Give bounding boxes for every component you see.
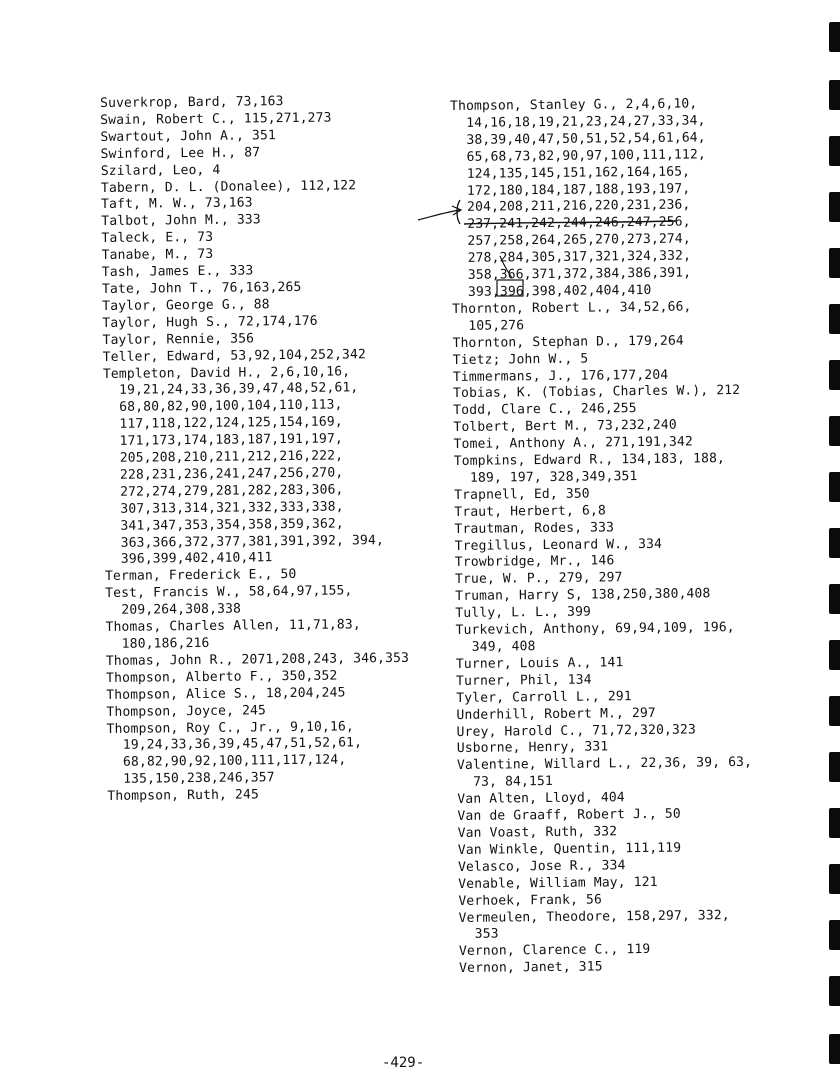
binding-hole (829, 136, 840, 166)
index-entry: Vermeulen, Theodore, 158,297, 332, 353 (458, 907, 730, 943)
index-entry: Terman, Frederick E., 50 (104, 567, 297, 585)
index-entry: Tietz; John W., 5 (452, 351, 589, 368)
index-entry: Turner, Louis A., 141 (455, 655, 624, 672)
binding-hole (829, 584, 840, 614)
index-entry: Turner, Phil, 134 (456, 672, 592, 689)
binding-hole (829, 920, 840, 950)
page-number: -429- (382, 1055, 425, 1071)
index-entry: Van Alten, Lloyd, 404 (457, 790, 625, 808)
index-entry: Taft, M. W., 73,163 (101, 195, 253, 213)
binding-hole (829, 80, 840, 110)
index-entry: Templeton, David H., 2,6,10,16, 19,21,24,33,36,39,47,48,52,61, 68,80,82,90,100,104,110,113, 117,118,122,124,125,154,169, 171,173,174,183,187,191,197, 205,208,210,211,212,216,222, 228,231,236,241,247,256,270, 272,274,279,281,282,283,306, 307,313,314,321,332,333,338, 341,347,353,354,358,359,362, 363,366,372,377,381,391,392, 394, 396,399,402,410,411 (102, 363, 384, 568)
index-entry: Todd, Clare C., 246,255 (453, 401, 637, 419)
index-entry: Thornton, Robert L., 34,52,66, 105,276 (452, 299, 692, 334)
index-entry: Thompson, Roy C., Jr., 9,10,16, 19,24,33,36,39,45,47,51,52,61, 68,82,90,92,100,111,117,124, 135,150,238,246,357 (106, 718, 363, 788)
binding-hole (829, 528, 840, 558)
index-entry: Tobias, K. (Tobias, Charles W.), 212 (453, 383, 741, 402)
index-entry: Taylor, Hugh S., 72,174,176 (102, 313, 318, 331)
index-entry: Valentine, Willard L., 22,36, 39, 63, 73, 84,151 (456, 755, 753, 791)
index-entry: Trapnell, Ed, 350 (454, 486, 590, 503)
index-entry: Thompson, Stanley G., 2,4,6,10, 14,16,18,19,21,23,24,27,33,34, 38,39,40,47,50,51,52,54,61,64, 65,68,73,82,90,97,100,111,112, 124,135,145,151,162,164,165, 172,180,184,187,188,193,197, 204,208,211,216,220,231,236, 237,241,242,244,246,247,256, 257,258,264,265,270,273,274, 278,284,305,317,321,324,332, 358,366,371,372,384,386,391, 393,396,398,402,404,410 (450, 96, 706, 300)
index-entry: Test, Francis W., 58,64,97,155, 209,264,308,338 (105, 583, 353, 618)
index-entry: Tate, John T., 76,163,265 (101, 279, 302, 297)
index-entry: Tully, L. L., 399 (455, 604, 592, 622)
binding-hole (829, 640, 840, 670)
index-entry: Thomas, Charles Allen, 11,71,83, 180,186,216 (105, 617, 361, 652)
binding-hole (829, 360, 840, 390)
index-entry: Trowbridge, Mr., 146 (454, 553, 615, 571)
index-entry: Szilard, Leo, 4 (100, 162, 221, 179)
index-entry: Thornton, Stephan D., 179,264 (452, 333, 684, 351)
binding-hole (829, 416, 840, 446)
index-entry: Venable, William May, 121 (458, 874, 658, 892)
index-entry: Van de Graaff, Robert J., 50 (457, 806, 681, 825)
index-entry: Thompson, Joyce, 245 (106, 702, 267, 720)
index-entry: Taleck, E., 73 (101, 230, 214, 247)
index-entry: Van Voast, Ruth, 332 (457, 824, 618, 841)
index-entry: Tolbert, Bert M., 73,232,240 (453, 417, 677, 436)
index-entry: Verhoek, Frank, 56 (458, 892, 603, 909)
index-entry: Suverkrop, Bard, 73,163 (100, 94, 284, 111)
index-entry: Tomei, Anthony A., 271,191,342 (453, 434, 693, 453)
index-entry: Thompson, Ruth, 245 (107, 787, 259, 805)
binding-hole (829, 192, 840, 222)
index-column-left (100, 93, 427, 806)
index-entry: Traut, Herbert, 6,8 (454, 503, 606, 520)
index-entry: Thompson, Alice S., 18,204,245 (106, 685, 346, 703)
index-entry: Urey, Harold C., 71,72,320,323 (456, 721, 697, 740)
index-entry: Tyler, Carroll L., 291 (456, 688, 632, 706)
index-entry: Teller, Edward, 53,92,104,252,342 (102, 346, 367, 365)
binding-hole (829, 22, 840, 52)
index-entry: Van Winkle, Quentin, 111,119 (457, 840, 682, 858)
index-entry: Vernon, Clarence C., 119 (458, 942, 651, 960)
index-entry: Taylor, Rennie, 356 (102, 331, 255, 348)
binding-hole (829, 864, 840, 894)
binding-hole (829, 304, 840, 334)
index-entry: Timmermans, J., 176,177,204 (452, 367, 669, 385)
index-entry: True, W. P., 279, 297 (454, 570, 623, 588)
index-entry: Thomas, John R., 2071,208,243, 346,353 (105, 650, 410, 669)
index-entry: Tregillus, Leonard W., 334 (454, 536, 663, 554)
binding-hole (829, 808, 840, 838)
index-entry: Taylor, George G., 88 (102, 297, 270, 314)
index-entry: Tanabe, M., 73 (101, 246, 214, 264)
index-entry: Truman, Harry S, 138,250,380,408 (455, 586, 711, 605)
binding-hole (829, 976, 840, 1006)
index-entry: Swinford, Lee H., 87 (100, 145, 261, 162)
binding-holes (826, 0, 840, 1092)
binding-hole (829, 1034, 840, 1064)
index-entry: Usborne, Henry, 331 (456, 739, 609, 757)
binding-hole (829, 472, 840, 502)
index-entry: Velasco, Jose R., 334 (457, 857, 626, 875)
binding-hole (829, 696, 840, 726)
index-entry: Trautman, Rodes, 333 (454, 519, 615, 537)
index-entry: Talbot, John M., 333 (101, 212, 261, 230)
index-entry: Thompson, Alberto F., 350,352 (106, 668, 338, 686)
index-entry: Swartout, John A., 351 (100, 127, 277, 145)
index-entry: Tompkins, Edward R., 134,183, 188, 189, 197, 328,349,351 (453, 451, 726, 486)
index-entry: Underhill, Robert M., 297 (456, 705, 656, 723)
handwritten-annotation (416, 196, 716, 306)
index-entry: Tabern, D. L. (Donalee), 112,122 (100, 177, 357, 196)
index-entry: Swain, Robert C., 115,271,273 (100, 110, 332, 128)
index-entry: Turkevich, Anthony, 69,94,109, 196, 349, 408 (455, 620, 735, 655)
index-entry: Tash, James E., 333 (101, 263, 254, 281)
annotation-box (497, 280, 523, 296)
binding-hole (829, 752, 840, 782)
annotation-underline (464, 221, 676, 224)
binding-hole (829, 248, 840, 278)
index-entry: Vernon, Janet, 315 (459, 959, 603, 977)
